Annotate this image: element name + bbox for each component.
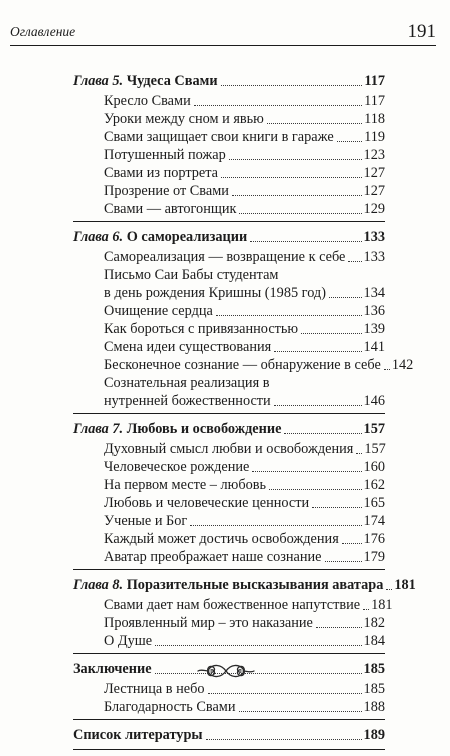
toc-entry[interactable]	[73, 614, 385, 632]
dot-leader	[384, 369, 390, 370]
dot-leader	[269, 489, 362, 490]
entry-title: На первом месте – любовь	[104, 477, 267, 493]
toc-entry[interactable]	[73, 92, 385, 110]
page-ref: 162	[363, 477, 385, 493]
entry-title: Прозрение от Свами	[104, 183, 229, 199]
page-ref: 136	[363, 303, 385, 319]
toc-entry[interactable]	[73, 548, 385, 566]
entry-title: Самореализация — возвращение к себе	[104, 249, 346, 265]
toc-bibliography	[73, 726, 385, 750]
page-ref: 174	[363, 513, 385, 529]
toc-entry[interactable]	[73, 374, 385, 410]
toc-entry[interactable]	[73, 476, 385, 494]
toc-entry[interactable]	[73, 182, 385, 200]
entry-title: Аватар преображает наше сознание	[104, 549, 322, 565]
dot-leader	[221, 85, 363, 86]
entry-title: Сознательная реализация в	[104, 375, 270, 391]
dot-leader	[284, 433, 361, 434]
toc-chapter-heading[interactable]	[73, 228, 385, 246]
dot-leader	[239, 711, 362, 712]
dot-leader	[208, 693, 362, 694]
entry-title: Уроки между сном и явью	[104, 111, 264, 127]
dot-leader	[190, 525, 361, 526]
entry-title: Свами дает нам божественное напутствие	[104, 597, 361, 613]
page-ref: 117	[364, 93, 385, 109]
toc-entry[interactable]	[73, 680, 385, 698]
page-header	[10, 22, 436, 44]
page-number: 191	[407, 21, 436, 42]
dot-leader	[301, 333, 361, 334]
dot-leader	[216, 315, 362, 316]
entry-title: Свами защищает свои книги в гараже	[104, 129, 334, 145]
dot-leader	[356, 453, 362, 454]
entry-title: Свами из портрета	[104, 165, 219, 181]
entry-title: Свами — автогонщик	[104, 201, 237, 217]
dot-leader	[250, 241, 361, 242]
chapter-title: Любовь и освобождение	[126, 421, 282, 437]
dot-leader	[267, 123, 362, 124]
entry-title: Письмо Саи Бабы студентам	[104, 267, 279, 283]
entry-title: Духовный смысл любви и освобождения	[104, 441, 354, 457]
toc-entry[interactable]	[73, 320, 385, 338]
dot-leader	[155, 673, 362, 674]
entry-title: Смена идеи существования	[104, 339, 272, 355]
dot-leader	[239, 213, 361, 214]
dot-leader	[274, 405, 362, 406]
dot-leader	[155, 645, 361, 646]
toc-entry[interactable]	[73, 302, 385, 320]
chapter-title: Поразительные высказывания аватара	[126, 577, 384, 593]
dot-leader	[386, 589, 392, 590]
page-ref: 160	[363, 459, 385, 475]
dot-leader	[206, 739, 362, 740]
chapter-number: Глава 8.	[73, 577, 124, 593]
toc-entry[interactable]	[73, 494, 385, 512]
toc-entry[interactable]	[73, 698, 385, 716]
page-ref: 134	[363, 285, 385, 301]
page-ref: 189	[363, 727, 385, 743]
dot-leader	[325, 561, 362, 562]
chapter-number: Глава 7.	[73, 421, 124, 437]
page-ref: 117	[364, 73, 385, 89]
page-ref: 133	[363, 229, 385, 245]
entry-title: Любовь и человеческие ценности	[104, 495, 310, 511]
chapter-title: Список литературы	[73, 727, 203, 743]
page-ref: 119	[364, 129, 385, 145]
entry-title: Каждый может достичь освобождения	[104, 531, 339, 547]
toc-entry[interactable]	[73, 530, 385, 548]
page-ref: 139	[363, 321, 385, 337]
page-ref: 118	[364, 111, 385, 127]
toc-entry[interactable]	[73, 632, 385, 650]
dot-leader	[342, 543, 362, 544]
toc-chapter-8	[73, 576, 416, 654]
toc-entry[interactable]	[73, 266, 385, 302]
dot-leader	[337, 141, 362, 142]
dot-leader	[274, 351, 361, 352]
page-ref: 165	[363, 495, 385, 511]
entry-title-cont: нутренней божественности	[104, 393, 271, 409]
page-ref: 157	[363, 421, 385, 437]
toc-entry[interactable]	[73, 128, 385, 146]
toc-entry[interactable]	[73, 356, 414, 374]
page-ref: 181	[394, 577, 416, 593]
toc-chapter-5	[73, 72, 385, 222]
page-ref: 127	[363, 183, 385, 199]
chapter-number: Глава 5.	[73, 73, 124, 89]
chapter-title: Заключение	[73, 661, 152, 677]
page-ref: 181	[371, 597, 393, 613]
page-ref: 176	[363, 531, 385, 547]
toc-chapter-6	[73, 228, 414, 414]
page-ref: 179	[363, 549, 385, 565]
page-ref: 182	[363, 615, 385, 631]
page-ref: 185	[363, 681, 385, 697]
dot-leader	[221, 177, 362, 178]
page-ref: 184	[363, 633, 385, 649]
entry-title: Лестница в небо	[104, 681, 205, 697]
entry-title: Как бороться с привязанностью	[104, 321, 299, 337]
page-ref: 142	[391, 357, 414, 373]
chapter-number: Глава 6.	[73, 229, 124, 245]
page-ref: 146	[363, 393, 385, 409]
toc-entry[interactable]	[73, 248, 385, 266]
page-ref: 123	[363, 147, 385, 163]
toc-entry[interactable]	[73, 440, 385, 458]
page-ref: 127	[363, 165, 385, 181]
dot-leader	[348, 261, 361, 262]
entry-title: Человеческое рождение	[104, 459, 250, 475]
entry-title: Бесконечное сознание — обнаружение в себе	[104, 357, 381, 373]
toc-entry[interactable]	[73, 200, 385, 218]
chapter-title: Чудеса Свами	[126, 73, 218, 89]
toc-chapter-7	[73, 420, 385, 570]
entry-title: Проявленный мир – это наказание	[104, 615, 313, 631]
toc-chapter-heading[interactable]	[73, 420, 385, 438]
page-ref: 133	[363, 249, 385, 265]
entry-title: Потушенный пожар	[104, 147, 226, 163]
dot-leader	[194, 105, 362, 106]
entry-title: Ученые и Бог	[104, 513, 188, 529]
dot-leader	[312, 507, 361, 508]
dot-leader	[329, 297, 362, 298]
toc-entry[interactable]	[73, 110, 385, 128]
page-ref: 129	[363, 201, 385, 217]
toc-entry[interactable]	[73, 338, 385, 356]
entry-title: Кресло Свами	[104, 93, 191, 109]
dot-leader	[229, 159, 362, 160]
toc-entry[interactable]	[73, 146, 385, 164]
entry-title-cont: в день рождения Кришны (1985 год)	[104, 285, 326, 301]
toc-chapter-heading[interactable]	[73, 726, 385, 744]
entry-title: О Душе	[104, 633, 153, 649]
page-ref: 157	[364, 441, 386, 457]
dot-leader	[363, 609, 369, 610]
header-rule	[10, 45, 436, 46]
entry-title: Очищение сердца	[104, 303, 213, 319]
running-head: Оглавление	[10, 24, 76, 39]
dot-leader	[316, 627, 362, 628]
chapter-title: О самореализации	[126, 229, 248, 245]
dot-leader	[232, 195, 362, 196]
toc-entry[interactable]	[73, 596, 393, 614]
toc-entry[interactable]	[73, 512, 385, 530]
page-ref: 141	[363, 339, 385, 355]
toc-chapter-heading[interactable]	[73, 72, 385, 90]
entry-title: Благодарность Свами	[104, 699, 236, 715]
toc-entry[interactable]	[73, 164, 385, 182]
dot-leader	[252, 471, 361, 472]
page-ref: 185	[363, 661, 385, 677]
toc-entry[interactable]	[73, 458, 385, 476]
toc-chapter-heading[interactable]	[73, 576, 416, 594]
page-ref: 188	[363, 699, 385, 715]
table-of-contents	[73, 72, 416, 756]
flourish-ornament-icon	[196, 660, 256, 682]
